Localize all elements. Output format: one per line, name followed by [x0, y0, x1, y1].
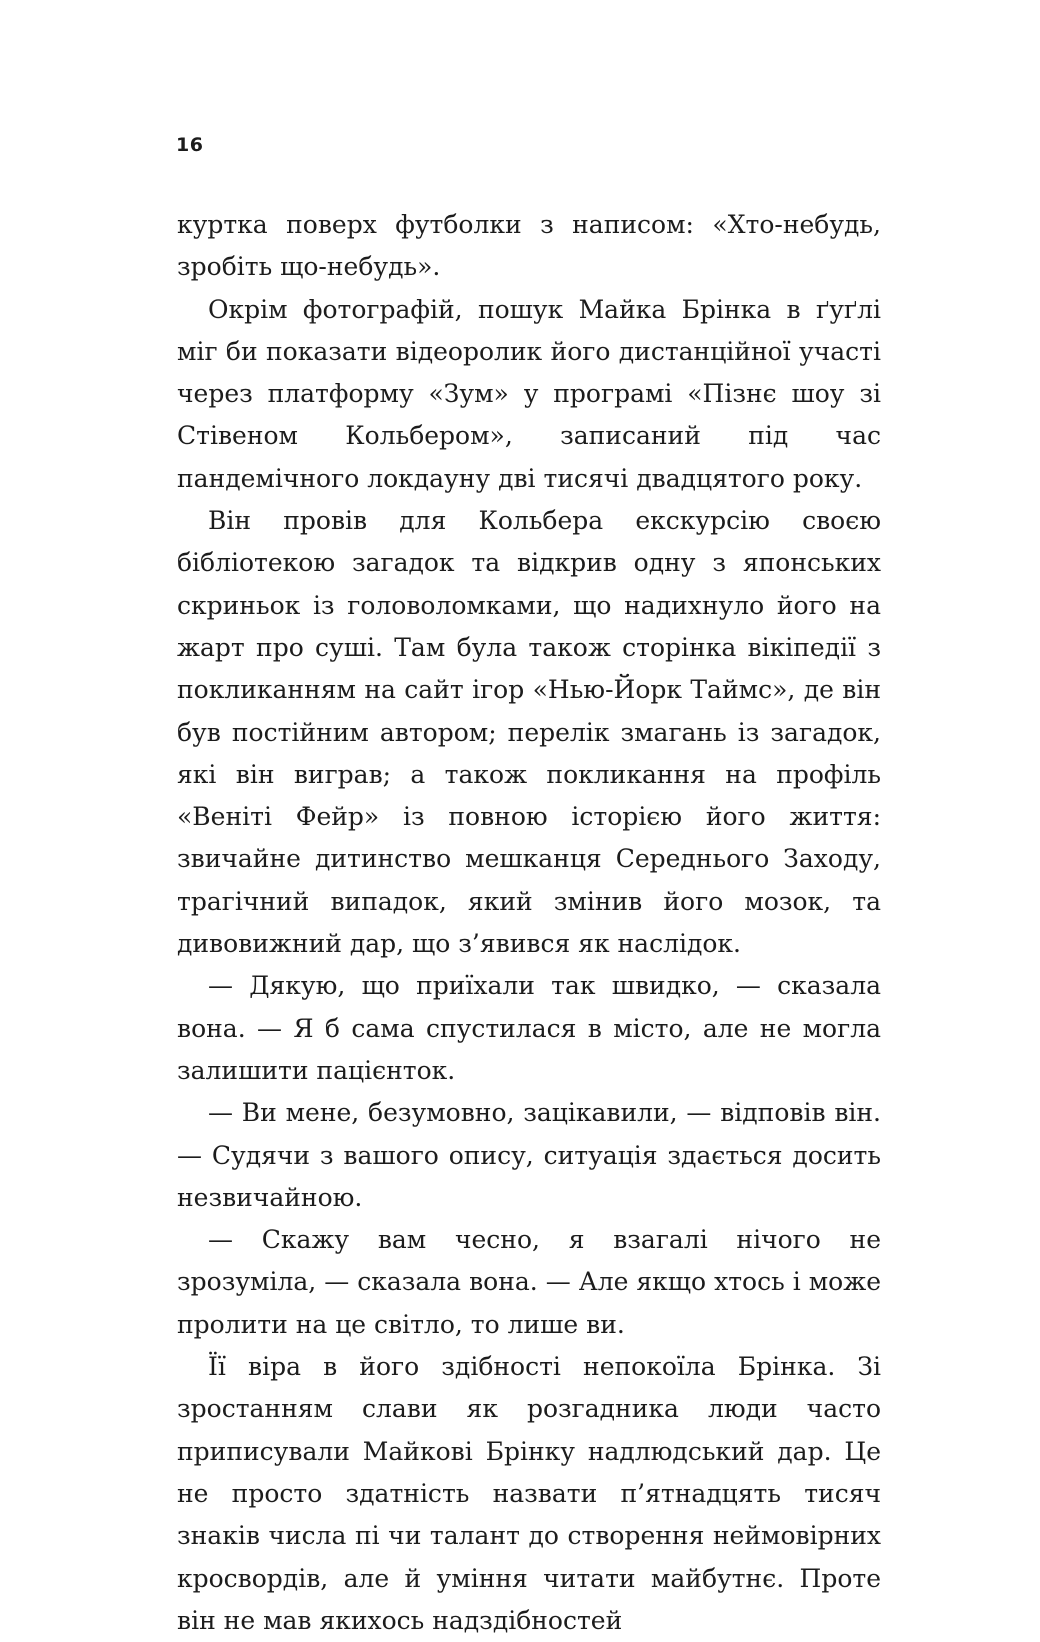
paragraph-1: куртка поверх футболки з написом: «Хто-небудь, зробіть що-небудь». — [177, 210, 881, 282]
paragraph-4: — Дякую, що приїхали так швидко, — сказала вона. — Я б сама спустилася в місто, але не могла залишити пацієнток. — [177, 971, 881, 1085]
paragraph-3: Він провів для Кольбера екскурсію своєю бібліотекою загадок та відкрив одну з японських скриньок із головоломками, що надихнуло його на жарт про суші. Там була також сторінка вікіпедії з покликанням на сайт ігор «Нью-Йорк Таймс», де він був постійним автором; перелік змагань із загадок, які він виграв; а також покликання на профіль «Веніті Фейр» із повною історією його життя: звичайне дитинство мешканця Середнього Заходу, трагічний випадок, який змінив його мозок, та дивовижний дар, що з’явився як наслідок. — [177, 506, 881, 959]
paragraph-7: Її віра в його здібності непокоїла Брінка. Зі зростанням слави як розгадника люди часто приписували Майкові Брінку надлюдський дар. Це не просто здатність назвати п’ятнадцять тисяч знаків числа пі чи талант до створення неймовірних кросвордів, але й уміння читати майбутнє. Проте він не мав якихось надздібностей — [177, 1352, 881, 1635]
paragraph-2: Окрім фотографій, пошук Майка Брінка в ґуґлі міг би показати відеоролик його дистанційної участі через платформу «Зум» у програмі «Пізнє шоу зі Стівеном Кольбером», записаний під час пандемічного локдауну дві тисячі двадцятого року. — [177, 294, 881, 493]
body-text — [177, 204, 881, 1642]
page-number: 16 — [176, 134, 204, 156]
paragraph-5: — Ви мене, безумовно, зацікавили, — відповів він. — Судячи з вашого опису, ситуація здається досить незвичайною. — [177, 1098, 881, 1212]
paragraph-6: — Скажу вам чесно, я взагалі нічого не зрозуміла, — сказала вона. — Але якщо хтось і може пролити на це світло, то лише ви. — [177, 1225, 881, 1339]
